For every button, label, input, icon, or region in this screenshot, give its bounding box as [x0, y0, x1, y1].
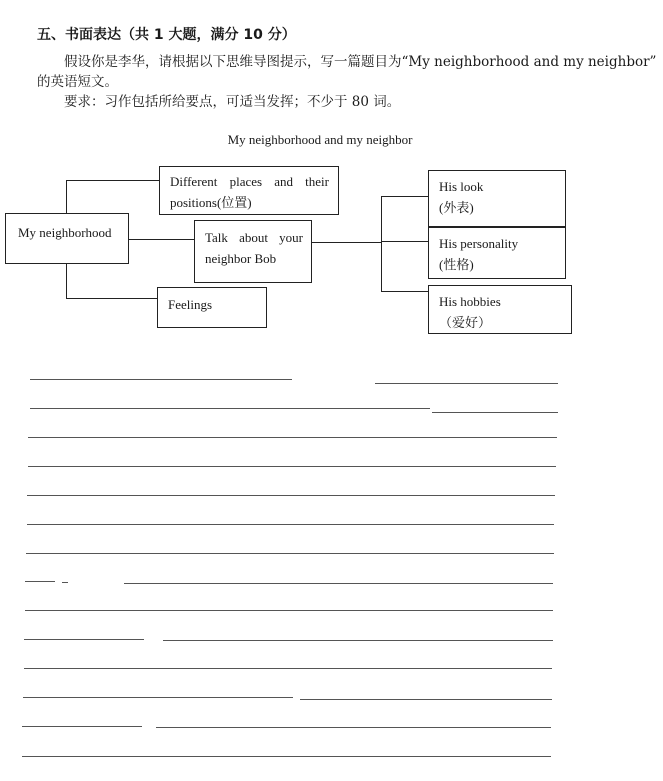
node-label: Different places and their	[170, 174, 329, 189]
mindmap-title: My neighborhood and my neighbor	[227, 132, 413, 147]
writing-line	[27, 524, 554, 525]
writing-line	[30, 379, 292, 380]
writing-line	[24, 639, 144, 640]
node-label: (性格)	[439, 257, 474, 272]
mindmap-node-places	[159, 166, 339, 215]
section-heading: 五、书面表达（共 1 大题，满分 10 分）	[37, 27, 296, 43]
writing-line	[62, 582, 68, 583]
node-label: positions(位置)	[170, 195, 252, 210]
node-label: Talk about your	[205, 230, 303, 245]
connector-line	[381, 196, 428, 197]
writing-line	[22, 756, 551, 757]
node-label: His hobbies	[439, 294, 501, 309]
prompt-text-line1: 假设你是李华，请根据以下思维导图提示，写一篇题目为“My neighborhood and my neighbor”	[64, 54, 657, 70]
mindmap-node-look	[428, 170, 566, 227]
connector-line	[312, 242, 382, 243]
writing-line	[22, 726, 142, 727]
writing-line	[28, 466, 556, 467]
writing-line	[156, 727, 551, 728]
node-label: His look	[439, 179, 484, 194]
connector-line	[128, 239, 194, 240]
node-label: My neighborhood	[18, 225, 112, 240]
node-label: Feelings	[168, 297, 213, 312]
mindmap-node-neighbor	[194, 220, 312, 283]
connector-line	[66, 180, 67, 214]
mindmap-node-root	[5, 213, 129, 264]
node-label: （爱好）	[439, 315, 492, 330]
writing-line	[432, 412, 558, 413]
requirement-text: 要求：习作包括所给要点，可适当发挥；不少于 80 词。	[64, 94, 401, 110]
connector-line	[381, 291, 428, 292]
mindmap-node-feelings	[157, 287, 267, 328]
connector-line	[381, 241, 428, 242]
connector-line	[381, 196, 382, 292]
mindmap-node-hobbies	[428, 285, 572, 334]
connector-line	[66, 180, 159, 181]
writing-line	[28, 437, 557, 438]
writing-line	[30, 408, 430, 409]
writing-line	[26, 553, 554, 554]
connector-line	[66, 263, 67, 299]
node-label: His personality	[439, 236, 519, 251]
writing-line	[163, 640, 553, 641]
mindmap-node-personality	[428, 227, 566, 279]
writing-line	[25, 581, 55, 582]
writing-line	[124, 583, 553, 584]
node-label: (外表)	[439, 200, 474, 215]
writing-line	[23, 697, 293, 698]
prompt-text-line2: 的英语短文。	[37, 74, 118, 90]
node-label: neighbor Bob	[205, 251, 277, 266]
writing-line	[300, 699, 552, 700]
writing-line	[24, 668, 552, 669]
connector-line	[66, 298, 158, 299]
writing-line	[375, 383, 558, 384]
writing-line	[27, 495, 555, 496]
writing-line	[25, 610, 553, 611]
